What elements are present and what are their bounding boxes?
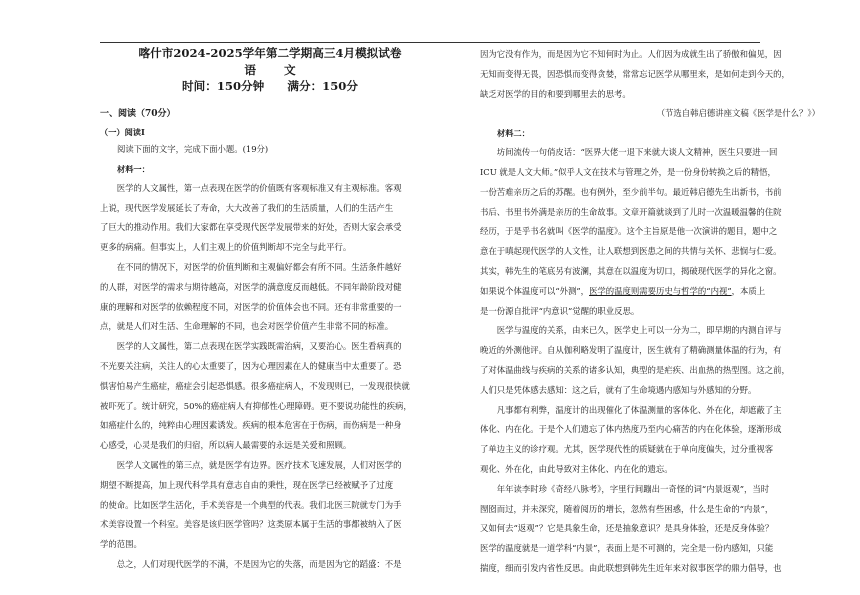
text-line: 是一份源自批评“内意识”觉醒的职业反思。 bbox=[480, 305, 640, 316]
text-line: 意在于嗔起现代医学的人文性，让人联想到医患之间的共情与关怀、悲悯与仁爱。 bbox=[480, 246, 782, 257]
instruction: 阅读下面的文字，完成下面小题。(19分) bbox=[117, 144, 269, 154]
section-title: 一、阅读（70分） bbox=[100, 109, 176, 119]
subject-title: 语 文 bbox=[244, 63, 308, 77]
text-line: 心感受，心灵是我们的归宿，所以病人最需要的永远是关爱和照顾。 bbox=[100, 440, 352, 451]
text-line: 更多的病痛。但事实上，人们主观上的价值判断却不完全与此平行。 bbox=[100, 242, 352, 253]
text-line: 囫囵而过，并未深究，随着阅历的增长，忽然有些困惑，什么是生命的“内景”， bbox=[480, 503, 774, 514]
text-line: 揣度，细而引发内省性反思。由此联想到韩先生近年来对叙事医学的鼎力倡导，也 bbox=[480, 562, 782, 573]
text-line: 了单边主义的诊疗观。尤其，医学现代性的质疑就在于单向度偏失，过分重视客 bbox=[480, 444, 774, 455]
text-line: 缺乏对医学的目的和要到哪里去的思考。 bbox=[480, 88, 631, 99]
exam-header bbox=[100, 45, 440, 94]
text-line: 的人群，对医学的需求与期待越高，对医学的满意度反而越低。不同年龄阶段对健 bbox=[100, 281, 402, 292]
text-line: 医学的人文属性，第一点表现在医学的价值既有客观标准又有主观标准。客观 bbox=[100, 182, 402, 193]
text-line: 坊间流传一句俏皮话：“医界大佬一退下来就大谈人文精神，医生只要进一回 bbox=[480, 147, 778, 158]
left-column bbox=[100, 45, 440, 575]
text-line: 不光要关注病，关注人的心太重要了，因为心理因素在人的健康当中太重要了。恐 bbox=[100, 360, 402, 371]
text-line: 点，就是人们对生活、生命理解的不同，也会对医学价值产生非常不同的标准。 bbox=[100, 321, 394, 332]
right-column bbox=[480, 45, 820, 579]
text-line: 无知而变得无畏，因恐惧而变得贪婪，常常忘记医学从哪里来，是如何走到今天的， bbox=[480, 68, 790, 79]
text-line: 学的范围。 bbox=[100, 539, 142, 550]
text-line: 人们只是凭体感去感知：这之后，就有了生命境遇内感知与外感知的分野。 bbox=[480, 384, 757, 395]
text-line: 上说，现代医学发展延长了寿命，大大改善了我们的生活质量，人们的生活产生 bbox=[100, 202, 394, 213]
top-rule bbox=[100, 42, 760, 43]
text-line: 医学人文属性的第三点，就是医学有边界。医疗技术飞速发展，人们对医学的 bbox=[100, 459, 402, 470]
text-segment: 如果说个体温度可以“外测”， bbox=[480, 285, 590, 296]
text-line: 又如何去“返观”？它是具象生命，还是抽象意识？是具身体验，还是反身体验？ bbox=[480, 523, 774, 534]
text-line: 了巨大的推动作用。我们大家都在享受现代医学发展带来的好处，否则大家会承受 bbox=[100, 222, 402, 233]
citation: （节选自韩启德讲座文稿《医学是什么？》） bbox=[656, 108, 820, 119]
text-line: 被吓死了。统计研究，50%的癌症病人有抑郁性心理障碍。更不要说功能性的疾病， bbox=[100, 400, 412, 411]
text-line: 一份苦难亲历之后的苏醒。也有例外，至少前半句。最近韩启德先生出新书，书前 bbox=[480, 186, 782, 197]
text-line: 如癌症什么的，纯粹由心理因素诱发。疾病的根本危害在于伤病，而伤病是一种身 bbox=[100, 420, 402, 431]
text-line: 在不同的情况下，对医学的价值判断和主观偏好都会有所不同。生活条件越好 bbox=[100, 261, 402, 272]
text-line: 医学的人文属性，第二点表现在医学实践既需治病，又要治心。医生看病真的 bbox=[100, 341, 402, 352]
material1-body bbox=[100, 179, 440, 575]
text-line: 其实，韩先生的笔底另有波澜，其意在以温度为切口，揭破现代医学的异化之窗。 bbox=[480, 265, 782, 276]
material1-label: 材料一： bbox=[117, 163, 150, 174]
text-line: 观化、外在化，由此导致对主体化、内在化的遗忘。 bbox=[480, 463, 673, 474]
exam-title: 喀什市2024-2025学年第二学期高三4月模拟试卷 bbox=[138, 46, 402, 60]
text-line: 因为它没有作为，而是因为它不知何时为止。人们因为成就生出了骄傲和偏见，因 bbox=[480, 49, 782, 59]
text-line: 总之，人们对现代医学的不满，不是因为它的失落，而是因为它的蹈盛：不是 bbox=[100, 558, 402, 569]
time-info: 时间：150分钟 满分：150分 bbox=[182, 79, 358, 93]
text-line: ICU 就是人文大师。”似乎人文在技术与管理之外，是一份身份转换之后的精悟， bbox=[480, 166, 776, 177]
underlined-sentence-line bbox=[480, 282, 820, 302]
text-line: 康的理解和对医学的依赖程度不同，对医学的价值体会也不同。还有非常重要的一 bbox=[100, 301, 402, 312]
text-line: 凡事都有利弊，温度计的出现催化了体温测量的客体化、外在化，却遮蔽了主 bbox=[480, 404, 782, 415]
text-line: 医学与温度的关系，由来已久，医学史上可以一分为二，即早期的内测自评与 bbox=[480, 325, 782, 336]
text-line: 的使命。比如医学生活化，手术美容是一个典型的代表。我们北医三院就专门为手 bbox=[100, 499, 402, 510]
text-line: 了对体温曲线与疾病的关系的诸多认知，典型的是疟疾、出血热的热型图。这之前， bbox=[480, 364, 790, 375]
text-line: 体化、内在化。于是个人们遗忘了体内热度乃至内心痛苦的内在化体验，逐渐形成 bbox=[480, 424, 782, 435]
text-line: 术美容设置一个科室。美容是该归医学管吗？这类原本属于生活的事都被纳入了医 bbox=[100, 519, 402, 530]
sub-title: （一）阅读Ⅰ bbox=[100, 127, 145, 137]
material2-label: 材料二： bbox=[497, 128, 530, 139]
text-line: 书后、书里书外满是亲历的生命故事。文章开篇就谈到了儿时一次温暖温馨的住院 bbox=[480, 206, 782, 217]
text-line: 惧害怕易产生癌症，癌症会引起恐惧感。很多癌症病人，不发现则已，一发现很快就 bbox=[100, 380, 410, 391]
underlined-sentence: 医学的温度则需要历史与哲学的“内视” bbox=[589, 285, 732, 296]
text-segment: ，本质上 bbox=[731, 285, 766, 296]
text-line: 年年读李时珍《奇经八脉考》，字里行间蹦出一奇怪的词“内景返观”，当时 bbox=[480, 483, 770, 494]
text-line: 经历，于是乎书名就叫《医学的温度》。这个主旨原是他一次演讲的题目，题中之 bbox=[480, 226, 778, 237]
text-line: 医学的温度就是一道学科“内景”，表面上是不可测的，完全是一份内感知，只能 bbox=[480, 543, 774, 554]
text-line: 晚近的外测他评。自从伽利略发明了温度计，医生就有了精确测量体温的行为，有 bbox=[480, 345, 782, 356]
text-line: 期望不断提高，加上现代科学具有意志自由的秉性，现在医学已经被赋予了过度 bbox=[100, 479, 394, 490]
